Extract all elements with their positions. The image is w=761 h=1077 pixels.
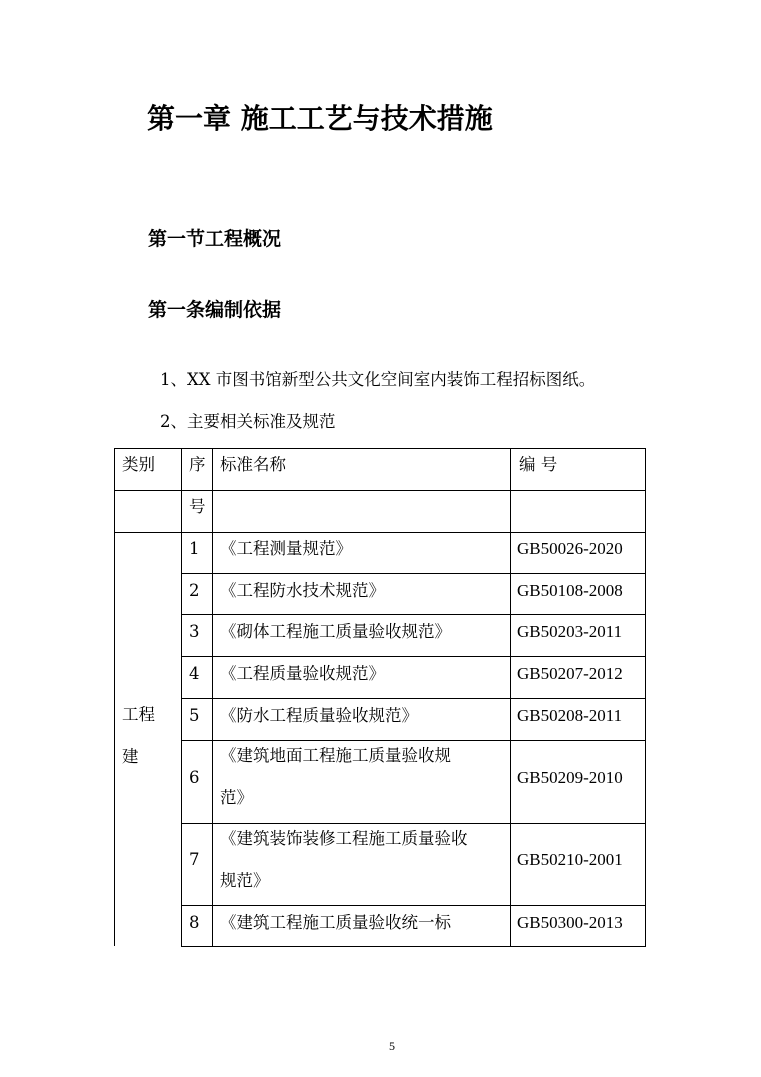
row-seq: 3: [189, 622, 200, 641]
row-seq: 7: [189, 850, 200, 869]
row-name: 《砌体工程施工质量验收规范》: [220, 622, 451, 641]
table-rule: [181, 698, 646, 699]
row-code: GB50210-2001: [517, 850, 623, 869]
header-seq-bottom: 号: [189, 497, 206, 516]
row-seq: 5: [189, 706, 200, 725]
row-seq: 4: [189, 664, 200, 683]
category-label-line2: 建: [122, 747, 139, 766]
row-name-line2: 规范》: [220, 871, 270, 890]
table-border-top: [114, 448, 646, 449]
table-col-rule: [510, 448, 511, 946]
row-code: GB50209-2010: [517, 768, 623, 787]
row-name-line2: 范》: [220, 788, 253, 807]
row-seq: 1: [189, 539, 200, 558]
row-name: 《工程测量规范》: [220, 539, 352, 558]
row-code: GB50207-2012: [517, 664, 623, 683]
header-category: 类别: [122, 455, 155, 474]
table-rule: [181, 573, 646, 574]
table-border-bottom: [181, 946, 646, 947]
row-code: GB50203-2011: [517, 622, 623, 641]
article-title: 第一条编制依据: [148, 299, 282, 321]
row-seq: 8: [189, 913, 200, 932]
table-col-rule: [212, 448, 213, 946]
chapter-title: 第一章 施工工艺与技术措施: [147, 102, 493, 135]
table-border-right: [645, 448, 646, 946]
table-rule: [114, 532, 646, 533]
row-name-line1: 《建筑装饰装修工程施工质量验收: [220, 829, 468, 848]
table-col-rule: [181, 448, 182, 946]
header-seq-top: 序: [189, 455, 206, 474]
table-rule: [181, 823, 646, 824]
row-name: 《防水工程质量验收规范》: [220, 706, 418, 725]
row-code: GB50300-2013: [517, 913, 623, 932]
row-seq: 6: [189, 768, 200, 787]
table-rule: [181, 656, 646, 657]
table-rule: [114, 490, 646, 491]
category-label-line1: 工程: [122, 705, 155, 724]
row-code: GB50208-2011: [517, 706, 623, 725]
table-border-left: [114, 448, 115, 946]
paragraph-1: 1、XX 市图书馆新型公共文化空间室内装饰工程招标图纸。: [160, 370, 596, 389]
header-name: 标准名称: [220, 455, 286, 474]
section-title: 第一节工程概况: [148, 228, 282, 250]
row-name: 《工程防水技术规范》: [220, 581, 385, 600]
row-name: 《工程质量验收规范》: [220, 664, 385, 683]
row-code: GB50026-2020: [517, 539, 623, 558]
page-number: 5: [389, 1039, 395, 1053]
row-name-line1: 《建筑地面工程施工质量验收规: [220, 746, 451, 765]
table-rule: [181, 614, 646, 615]
row-code: GB50108-2008: [517, 581, 623, 600]
row-seq: 2: [189, 581, 200, 600]
table-rule: [181, 905, 646, 906]
row-name: 《建筑工程施工质量验收统一标: [220, 913, 451, 932]
header-code: 编 号: [519, 455, 558, 474]
table-rule: [181, 740, 646, 741]
paragraph-2: 2、主要相关标准及规范: [160, 412, 336, 431]
